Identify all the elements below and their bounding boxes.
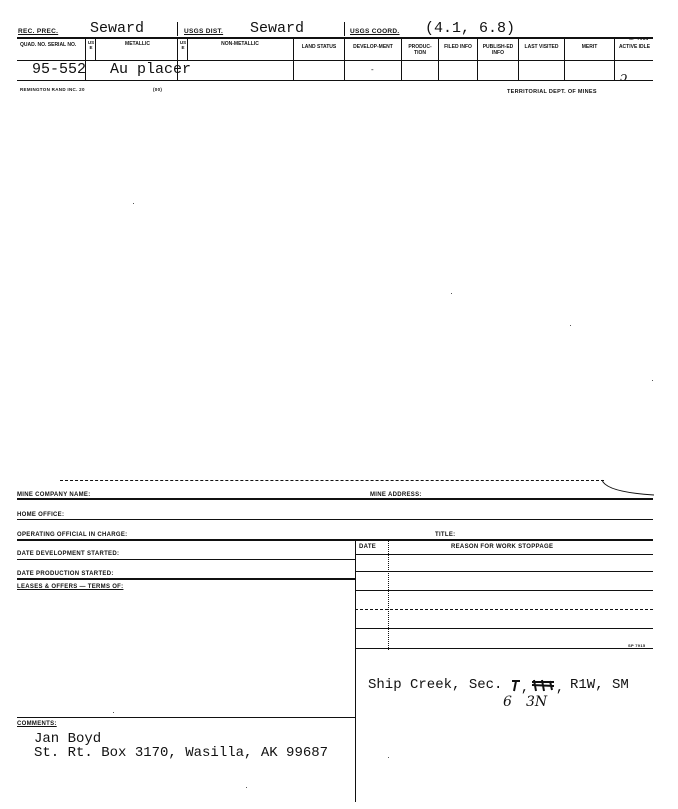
usgs-dist-value: Seward [250, 20, 305, 37]
col-filed-info: FILED INFO [444, 44, 472, 50]
usgs-dist-label: USGS DIST. [184, 28, 224, 35]
usgs-coord-label: USGS COORD. [350, 28, 400, 35]
rule [17, 578, 355, 580]
col-metallic: METALLIC [125, 41, 150, 47]
record-active-mark: ɔ [620, 70, 628, 85]
col-line [564, 38, 565, 80]
comment-line-2: St. Rt. Box 3170, Wasilla, AK 99687 [34, 745, 329, 761]
header-rule [17, 37, 653, 39]
printer-label: REMINGTON RAND INC. 20 [20, 87, 85, 92]
rule [17, 519, 653, 520]
speck [246, 787, 247, 788]
rule [355, 554, 653, 555]
col-line [344, 38, 345, 80]
record-metallic-value: Au placer [110, 61, 192, 78]
col-line [614, 38, 615, 80]
rec-prec-value: Seward [90, 20, 145, 37]
col-published-info: PUBLISH-ED INFO [482, 44, 514, 56]
reason-col-label: REASON FOR WORK STOPPAGE [451, 544, 554, 550]
speck [570, 325, 571, 326]
rule [17, 559, 355, 560]
card-top-edge [60, 480, 604, 481]
card-corner-curl [600, 478, 656, 498]
comment-line-1: Jan Boyd [34, 731, 102, 747]
col-land-status: LAND STATUS [301, 44, 337, 50]
svg-text:,: , [556, 680, 564, 695]
col-serial-no: SERIAL NO. [47, 42, 77, 48]
header-divider [344, 22, 345, 36]
rec-prec-label: REC. PREC. [18, 28, 59, 35]
rule [17, 717, 355, 718]
col-quad-no: QUAD. NO. [20, 42, 47, 48]
col-development: DEVELOP-MENT [353, 44, 393, 50]
table-date-divider [388, 540, 389, 650]
svg-text:,: , [521, 680, 529, 695]
comments-label: COMMENTS: [17, 721, 57, 727]
rule [17, 539, 653, 541]
location-hand-sec: 6 [503, 694, 512, 710]
comments-right-edge [355, 648, 356, 802]
date-production-started-label: DATE PRODUCTION STARTED: [17, 571, 114, 577]
location-typed-text: Ship Creek, Sec. [368, 677, 503, 693]
col-production: PRODUC-TION [408, 44, 432, 56]
record-quad-serial: 95-552 [32, 61, 87, 78]
record-development-mark: - [371, 65, 374, 74]
mine-address-label: MINE ADDRESS: [370, 492, 422, 498]
form-number-2: SP 7915 [628, 643, 646, 648]
usgs-coord-value: (4.1, 6.8) [425, 20, 516, 37]
rule [355, 590, 653, 591]
mine-company-name-label: MINE COMPANY NAME: [17, 492, 91, 498]
location-range-text: R1W, SM [570, 677, 629, 693]
col-line [477, 38, 478, 80]
table-left-edge [355, 540, 356, 650]
speck [133, 203, 134, 204]
col-line [95, 38, 96, 60]
rule [355, 628, 653, 629]
record-row-rule [17, 80, 653, 81]
rule [355, 648, 653, 649]
col-active-idle: ACTIVE IDLE [618, 44, 651, 50]
leases-offers-label: LEASES & OFFERS — TERMS OF: [17, 584, 124, 590]
date-development-started-label: DATE DEVELOPMENT STARTED: [17, 551, 120, 557]
home-office-label: HOME OFFICE: [17, 512, 65, 518]
date-col-label: DATE [359, 544, 377, 550]
speck [652, 380, 653, 381]
rule [355, 609, 653, 610]
col-line [293, 38, 294, 80]
col-use-2: USE [179, 40, 187, 50]
printer-code: (00) [153, 87, 163, 92]
col-non-metallic: NON-METALLIC [221, 41, 259, 47]
col-line [401, 38, 402, 80]
speck [451, 293, 452, 294]
department-label: TERRITORIAL DEPT. OF MINES [507, 89, 597, 95]
rule [17, 498, 653, 500]
operating-official-label: OPERATING OFFICIAL IN CHARGE: [17, 532, 128, 538]
speck [113, 712, 114, 713]
strikethrough-marks [510, 677, 564, 695]
col-use-1: USE [87, 40, 95, 50]
col-line [518, 38, 519, 80]
speck [388, 757, 389, 758]
col-merit: MERIT [581, 44, 598, 50]
col-line [438, 38, 439, 80]
header-divider [177, 22, 178, 36]
title-label: TITLE: [435, 532, 456, 538]
form-number: SP 7914 [629, 36, 649, 41]
col-line [187, 38, 188, 60]
location-hand-twp: 3N [526, 694, 548, 710]
rule [355, 571, 653, 572]
col-last-visited: LAST VISITED [524, 44, 559, 50]
